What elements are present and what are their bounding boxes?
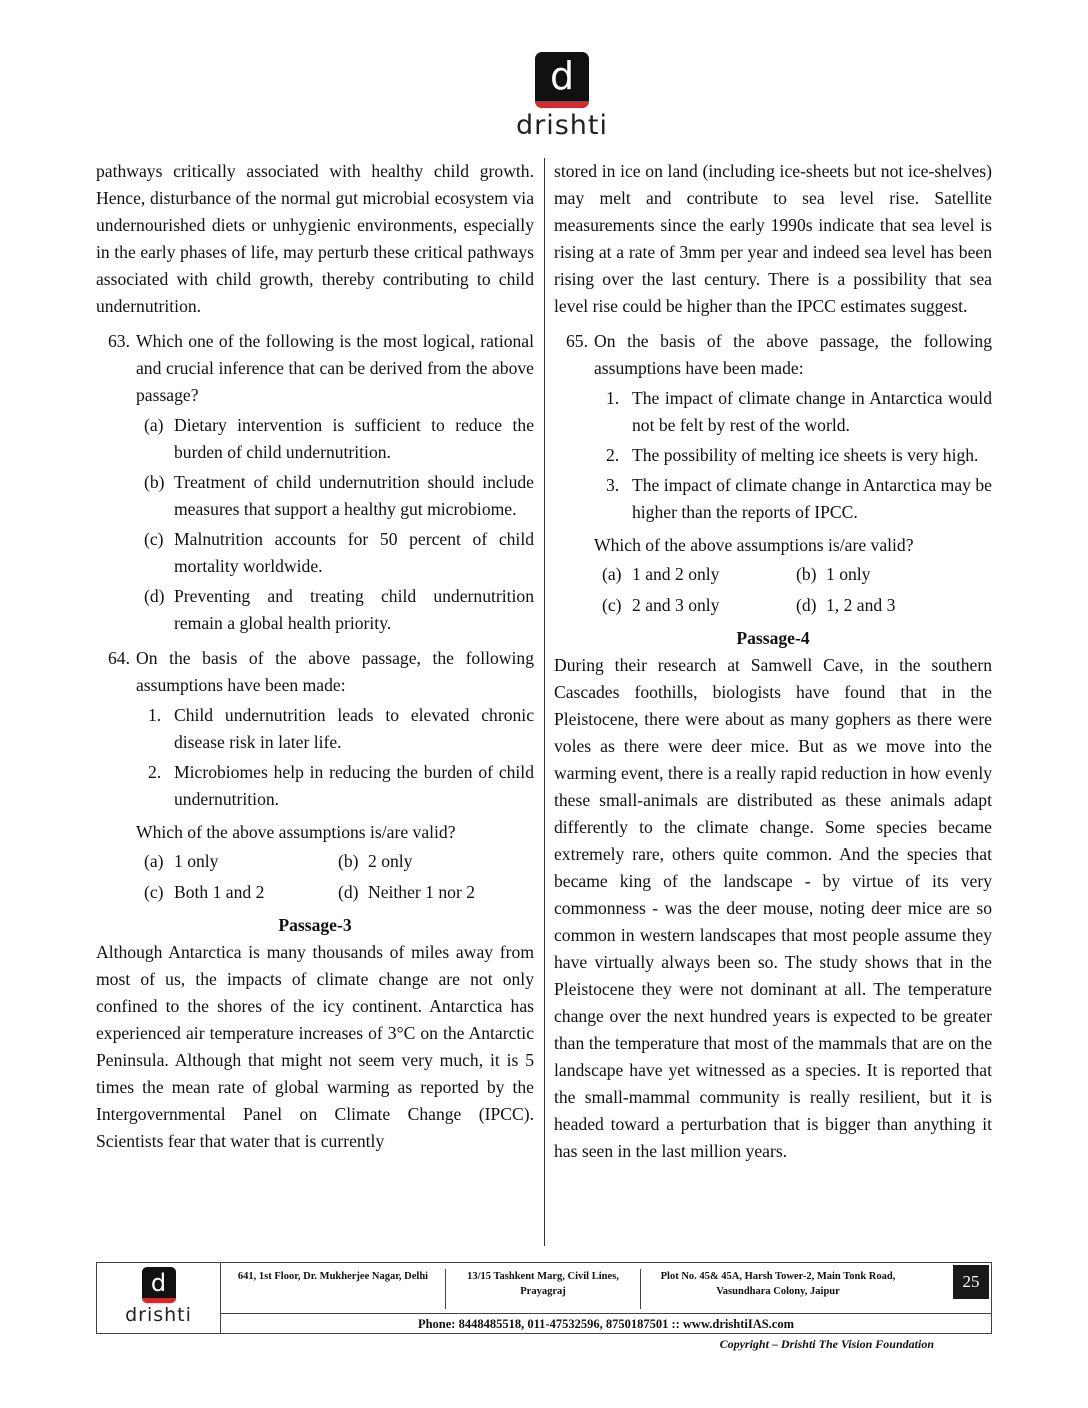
question-number: 64. (108, 648, 130, 668)
passage-3-text: Although Antarctica is many thousands of miles away from most of us, the impacts of climate change are not only confined to the shores of the icy continent. Antarctica has experienced air temperature increases of 3°C on the Antarctic Peninsula. Although that might not seem very much, it is 5 times the mean rate of global warming as reported by the Intergovernmental Panel on Climate Change (IPCC). Scientists fear that water that is currently (96, 942, 534, 1151)
logo-icon: d (142, 1267, 176, 1303)
option-c: (c) 2 and 3 only (602, 595, 720, 615)
question-prompt: Which of the above assumptions is/are valid? (136, 822, 456, 842)
question-text: On the basis of the above passage, the following assumptions have been made: (136, 648, 534, 695)
option-b: (b) Treatment of child undernutrition should include measures that support a healthy gut microbiome. (144, 472, 534, 519)
option-d: (d) Preventing and treating child undernutrition remain a global health priority. (144, 586, 534, 633)
option-d: (d) 1, 2 and 3 (796, 595, 896, 615)
address-jaipur: Plot No. 45& 45A, Harsh Tower-2, Main Tonk Road, Vasundhara Colony, Jaipur (660, 1271, 896, 1297)
question-64 (96, 645, 534, 699)
footer-logo (97, 1263, 221, 1333)
assumption-1: 1. The impact of climate change in Antarctica would not be felt by rest of the world. (606, 388, 992, 435)
page-footer (96, 1262, 992, 1334)
option-a: (a) Dietary intervention is sufficient to reduce the burden of child undernutrition. (144, 415, 534, 462)
option-a: (a) 1 and 2 only (602, 564, 720, 584)
option-d: (d) Neither 1 nor 2 (338, 882, 475, 902)
option-a: (a) 1 only (144, 851, 219, 871)
right-column (554, 158, 992, 1165)
question-63 (96, 328, 534, 409)
question-number: 65. (566, 331, 588, 351)
logo-text: drishti (515, 110, 608, 141)
question-number: 63. (108, 331, 130, 351)
contact-line (221, 1313, 991, 1332)
assumption-2: 2. The possibility of melting ice sheets is very high. (606, 445, 979, 465)
logo-icon (535, 52, 589, 108)
passage-continuation: pathways critically associated with healthy child growth. Hence, disturbance of the normal gut microbial ecosystem via undernourished diets or unhygienic environments, especially in the early phases of life, may perturb these critical pathways associated with child growth, thereby contributing to child undernutrition. (96, 161, 534, 316)
assumption-1: 1. Child undernutrition leads to elevated chronic disease risk in later life. (148, 705, 534, 752)
answer-options (144, 848, 534, 906)
left-column (96, 158, 534, 1155)
question-65 (554, 328, 992, 382)
passage-4-heading: Passage-4 (736, 628, 810, 648)
option-c: (c) Both 1 and 2 (144, 882, 265, 902)
address-prayagraj: 13/15 Tashkent Marg, Civil Lines, Prayagraj (445, 1269, 641, 1309)
logo-glyph: d (549, 54, 575, 98)
phone-label: Phone: (417, 1317, 456, 1331)
column-divider (544, 158, 545, 1246)
question-text: Which one of the following is the most logical, rational and crucial inference that can be derived from the above passage? (136, 331, 534, 405)
assumption-2: 2. Microbiomes help in reducing the burden of child undernutrition. (148, 762, 534, 809)
question-prompt: Which of the above assumptions is/are valid? (594, 535, 914, 555)
logo-text: drishti (125, 1304, 192, 1326)
option-b: (b) 2 only (338, 851, 413, 871)
passage-3-heading: Passage-3 (278, 915, 352, 935)
answer-options (602, 561, 992, 619)
passage-3-continuation: stored in ice on land (including ice-sheets but not ice-shelves) may melt and contribute to sea level rise. Satellite measurements since the early 1990s indicate that sea level is rising at a rate of 3mm per year and indeed sea level has been rising over the last century. There is a possibility that sea level rise could be higher than the IPCC estimates suggest. (554, 161, 992, 316)
option-b: (b) 1 only (796, 564, 871, 584)
passage-4-text: During their research at Samwell Cave, in the southern Cascades foothills, biologists have found that in the Pleistocene, there were about as many gophers as there were voles as there were deer mice. But as we move into the warming event, there is a really rapid reduction in how evenly these small-animals are distributed as these animals adapt differently to the climate change. Some species became extremely rare, others quite common. And the species that became king of the landscape - by virtue of its very commonness - was the deer mouse, noting deer mice are so common in western landscapes that most people assume they have virtually always been so. The study shows that in the Pleistocene they were not dominant at all. The temperature change over the next hundred years is expected to be greater than the temperature that most of the mammals that are on the landscape have yet witnessed as a species. It is reported that the small-mammal community is really resilient, but it is headed toward a perturbation that is bigger than anything it has seen in the last million years. (554, 655, 992, 1161)
copyright: Copyright – Drishti The Vision Foundation (719, 1337, 934, 1351)
page-number: 25 (953, 1265, 989, 1299)
assumption-3: 3. The impact of climate change in Antarctica may be higher than the reports of IPCC. (606, 475, 992, 522)
phone-text: 8448485518, 011-47532596, 8750187501 :: www.drishtiIAS.com (458, 1317, 795, 1331)
option-c: (c) Malnutrition accounts for 50 percent of child mortality worldwide. (144, 529, 534, 576)
address-delhi: 641, 1st Floor, Dr. Mukherjee Nagar, Delhi (237, 1271, 429, 1282)
question-text: On the basis of the above passage, the following assumptions have been made: (594, 331, 992, 378)
drishti-logo (512, 52, 612, 141)
